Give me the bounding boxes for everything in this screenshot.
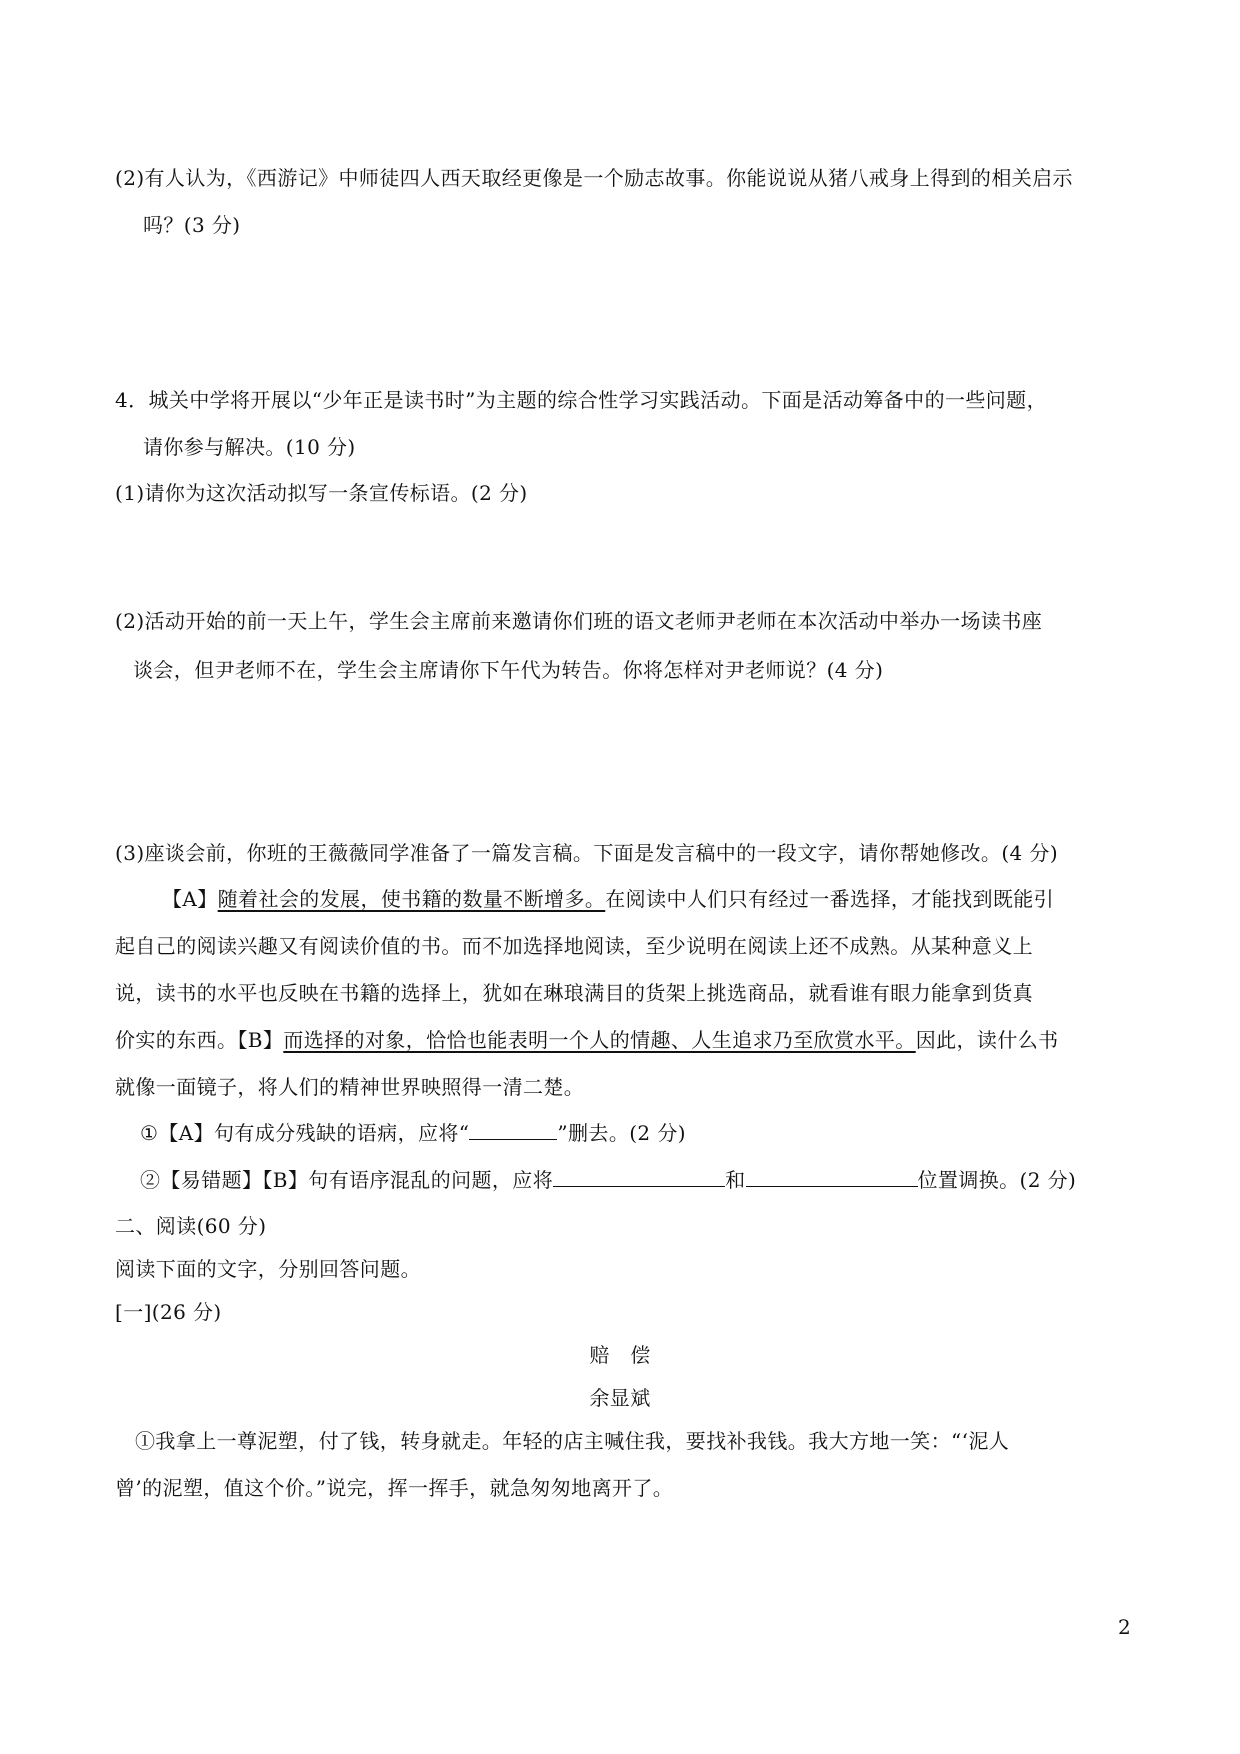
passage-line4-post: 因此，读什么书 [915,1028,1059,1052]
subquestion-2-text-post: 位置调换。(2 分) [917,1168,1077,1192]
passage-line1 [162,886,1054,912]
passage-line2: 起自己的阅读兴趣又有阅读价值的书。而不加选择地阅读，至少说明在阅读上还不成熟。从某种意义上 [115,934,1033,958]
article-title: 赔 偿 [589,1343,651,1367]
passage-line5: 就像一面镜子，将人们的精神世界映照得一清二楚。 [115,1075,585,1099]
article-author: 余显斌 [589,1386,651,1410]
q4-stem-line2: 请你参与解决。(10 分) [143,435,356,459]
q4-subquestion-2-line2: 谈会，但尹老师不在，学生会主席请你下午代为转告。你将怎样对尹老师说？(4 分) [133,658,884,682]
q4-stem-line1: 4．城关中学将开展以“少年正是读书时”为主题的综合性学习实践活动。下面是活动筹备中的一些问题， [115,388,1047,412]
section-instruction: 阅读下面的文字，分别回答问题。 [115,1257,421,1281]
article-paragraph-1-line1: ①我拿上一尊泥塑，付了钱，转身就走。年轻的店主喊住我，要找补我钱。我大方地一笑：“‘泥人 [135,1429,1010,1453]
section-heading: 二、阅读(60 分) [115,1214,267,1238]
answer-blank-1[interactable] [469,1121,557,1140]
q4-subquestion-1: (1)请你为这次活动拟写一条宣传标语。(2 分) [115,481,528,505]
article-paragraph-1-line2: 曾’的泥塑，值这个价。”说完，挥一挥手，就急匆匆地离开了。 [115,1476,674,1500]
passage-sentence-b: 而选择的对象，恰恰也能表明一个人的情趣、人生追求乃至欣赏水平。 [283,1028,916,1052]
passage-tag-b: 【B】 [237,1028,284,1052]
subquestion-2 [140,1167,1076,1193]
page-number: 2 [1118,1615,1132,1639]
q4-subquestion-3: (3)座谈会前，你班的王薇薇同学准备了一篇发言稿。下面是发言稿中的一段文字，请你帮她修改。(4 分) [115,841,1059,865]
passage-tag-a: 【A】 [162,887,218,911]
subquestion-1-text-post: ”删去。(2 分) [557,1121,686,1145]
subquestion-1-text-pre: ①【A】句有成分残缺的语病，应将“ [140,1121,470,1145]
subquestion-2-text-pre: ②【易错题】【B】句有语序混乱的问题，应将 [140,1168,554,1192]
passage-line3: 说，读书的水平也反映在书籍的选择上，犹如在琳琅满目的货架上挑选商品，就看谁有眼力能拿到货真 [115,981,1033,1005]
q3-2-line1: (2)有人认为，《西游记》中师徒四人西天取经更像是一个励志故事。你能说说从猪八戒身上得到的相关启示 [115,166,1073,190]
passage-line4-pre: 价实的东西。 [115,1028,238,1052]
answer-blank-3[interactable] [746,1168,918,1187]
answer-blank-2[interactable] [553,1168,725,1187]
passage-sentence-a: 随着社会的发展，使书籍的数量不断增多。 [217,887,606,911]
part-heading: [一](26 分) [115,1300,222,1324]
passage-line1-rest: 在阅读中人们只有经过一番选择，才能找到既能引 [605,887,1055,911]
q3-2-line2: 吗？(3 分) [143,213,241,237]
subquestion-2-text-mid: 和 [725,1168,746,1192]
q4-subquestion-2-line1: (2)活动开始的前一天上午，学生会主席前来邀请你们班的语文老师尹老师在本次活动中举办一场读书座 [115,609,1043,633]
subquestion-1 [140,1120,686,1146]
passage-line4 [115,1027,1059,1053]
